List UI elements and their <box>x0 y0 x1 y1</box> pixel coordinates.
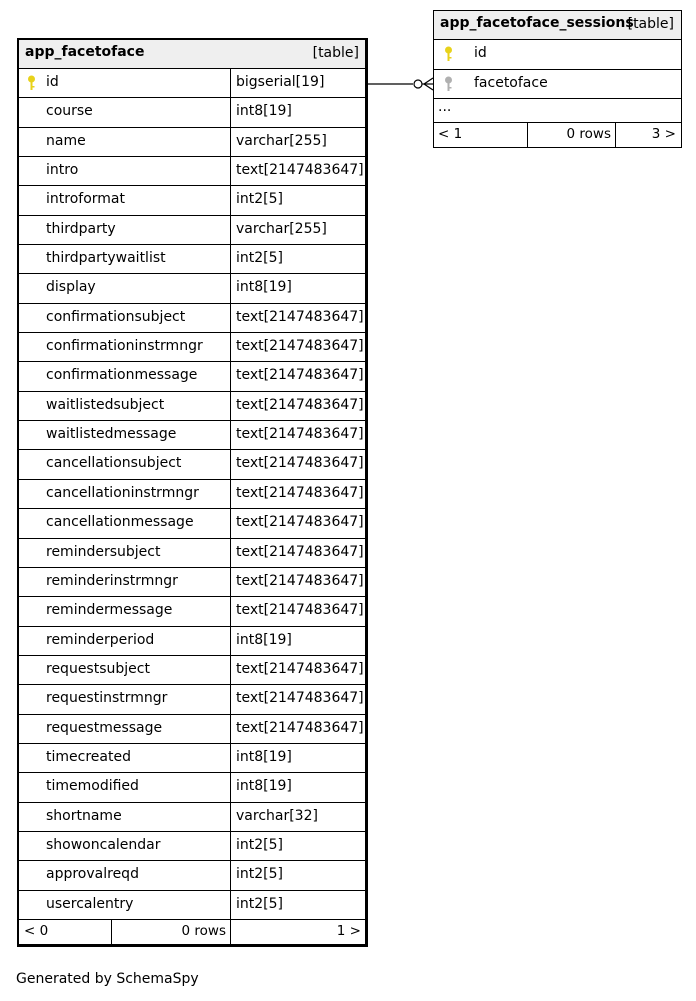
column-type: text[2147483647] <box>236 719 364 736</box>
generated-by-label: Generated by SchemaSpy <box>16 971 199 987</box>
column-name: remindersubject <box>46 543 161 560</box>
column-type: text[2147483647] <box>236 660 364 677</box>
column-type: text[2147483647] <box>236 543 364 560</box>
column-type: int2[5] <box>236 866 283 883</box>
column-name: requestmessage <box>46 719 163 736</box>
column-name: intro <box>46 162 79 179</box>
column-type: varchar[32] <box>236 807 318 824</box>
column-type: int8[19] <box>236 103 292 120</box>
column-type: text[2147483647] <box>236 308 364 325</box>
column-type: text[2147483647] <box>236 455 364 472</box>
parents-count: < 0 <box>24 922 49 939</box>
column-type: text[2147483647] <box>236 572 364 589</box>
column-name: showoncalendar <box>46 836 161 853</box>
column-name: timecreated <box>46 748 131 765</box>
column-name: display <box>46 279 96 296</box>
column-type: varchar[255] <box>236 220 327 237</box>
column-type: int8[19] <box>236 279 292 296</box>
column-name: course <box>46 103 93 120</box>
column-name: timemodified <box>46 778 139 795</box>
column-name: cancellationsubject <box>46 455 182 472</box>
column-name: reminderinstrmngr <box>46 572 178 589</box>
column-type: int8[19] <box>236 778 292 795</box>
column-type: int2[5] <box>236 836 283 853</box>
column-type: text[2147483647] <box>236 690 364 707</box>
column-name: facetoface <box>474 74 548 91</box>
column-name: waitlistedsubject <box>46 396 165 413</box>
column-name: requestsubject <box>46 660 150 677</box>
table-type: [table] <box>627 16 674 32</box>
column-name: thirdparty <box>46 220 116 237</box>
column-type: text[2147483647] <box>236 484 364 501</box>
column-name: name <box>46 132 86 149</box>
column-name: id <box>474 45 487 61</box>
table-type: [table] <box>312 45 359 61</box>
column-type: int2[5] <box>236 895 283 912</box>
column-type: text[2147483647] <box>236 338 364 355</box>
ellipsis-text: ... <box>438 99 452 115</box>
table-name[interactable]: app_facetoface_sessions <box>440 15 634 31</box>
column-name: confirmationinstrmngr <box>46 338 203 355</box>
children-count: 3 > <box>651 126 676 142</box>
children-count: 1 > <box>336 922 361 939</box>
column-type: bigserial[19] <box>236 74 325 90</box>
column-type: text[2147483647] <box>236 514 364 531</box>
column-name: shortname <box>46 807 122 824</box>
column-name: id <box>46 74 59 90</box>
zero-optional-marker <box>414 80 422 88</box>
column-name: thirdpartywaitlist <box>46 250 166 267</box>
column-name: requestinstrmngr <box>46 690 168 707</box>
column-name: reminderperiod <box>46 631 155 648</box>
row-count: 0 rows <box>566 126 611 142</box>
column-name: cancellationinstrmngr <box>46 484 199 501</box>
parents-count: < 1 <box>438 126 463 142</box>
column-type: varchar[255] <box>236 132 327 149</box>
column-type: text[2147483647] <box>236 602 364 619</box>
row-count: 0 rows <box>181 922 226 939</box>
column-type: int2[5] <box>236 250 283 267</box>
column-type: text[2147483647] <box>236 396 364 413</box>
column-type: int8[19] <box>236 748 292 765</box>
table-name[interactable]: app_facetoface <box>25 44 145 60</box>
column-name: approvalreqd <box>46 866 139 883</box>
column-type: text[2147483647] <box>236 162 364 179</box>
column-name: confirmationsubject <box>46 308 186 325</box>
crowfoot-lower <box>424 84 433 90</box>
column-name: cancellationmessage <box>46 514 194 531</box>
column-name: waitlistedmessage <box>46 426 177 443</box>
column-type: text[2147483647] <box>236 367 364 384</box>
column-type: int2[5] <box>236 191 283 208</box>
column-name: usercalentry <box>46 895 134 912</box>
column-type: text[2147483647] <box>236 426 364 443</box>
column-name: introformat <box>46 191 125 208</box>
column-type: int8[19] <box>236 631 292 648</box>
column-name: remindermessage <box>46 602 173 619</box>
crowfoot-upper <box>424 78 433 84</box>
column-name: confirmationmessage <box>46 367 198 384</box>
